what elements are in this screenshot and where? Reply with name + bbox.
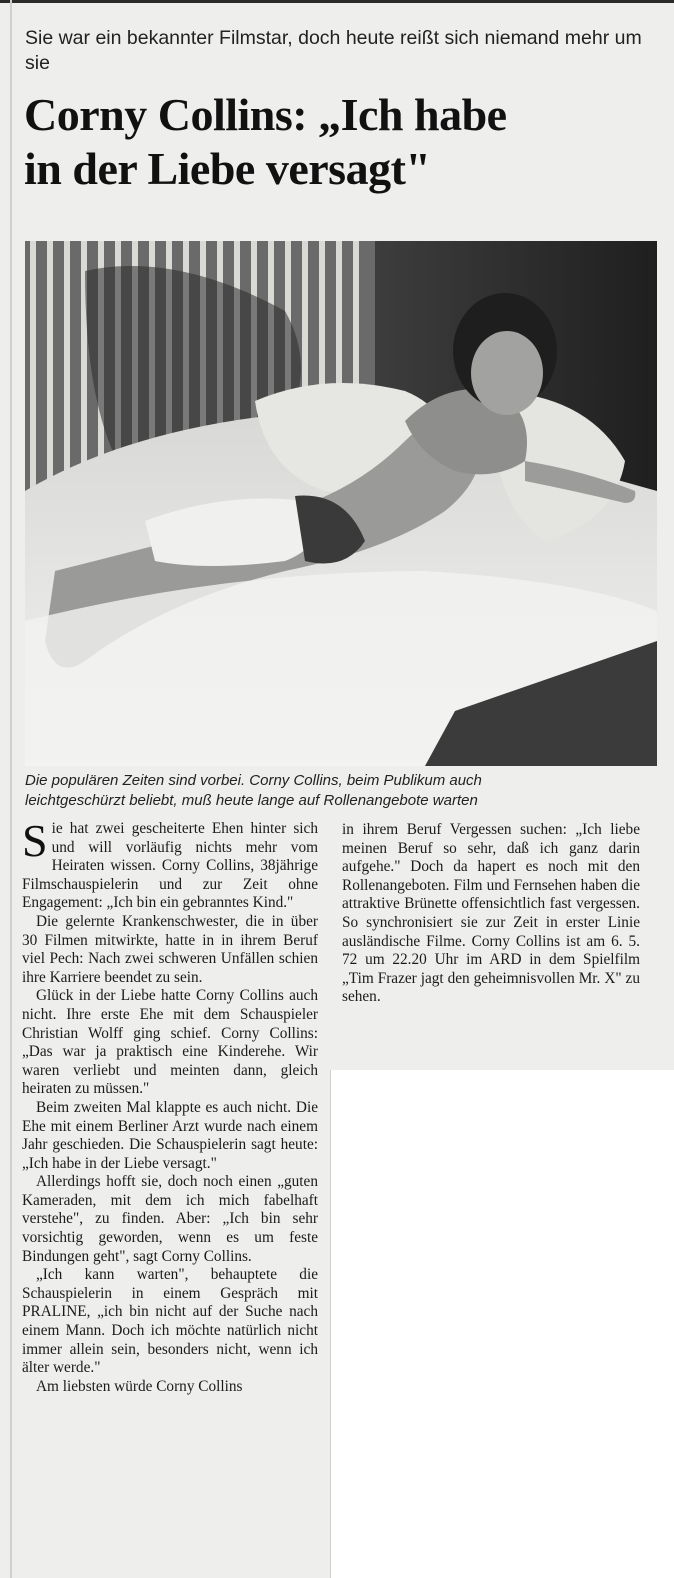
paragraph xyxy=(22,815,318,913)
paragraph-text: ie hat zwei gescheiterte Ehen hinter sich und will vorläufig nichts mehr vom Heiraten wissen. Corny Collins, 38jährige Filmschauspielerin und zur Zeit ohne Engagement: „Ich bin ein gebranntes Kind." xyxy=(22,820,318,912)
headline-line-2: in der Liebe versagt" xyxy=(24,143,431,194)
headline xyxy=(24,88,664,196)
article-column-2 xyxy=(342,821,640,1007)
article-photo xyxy=(25,241,657,766)
photo-illustration xyxy=(25,241,657,766)
paper-edge xyxy=(10,0,12,1578)
caption-line-2: leichtgeschürzt beliebt, muß heute lange auf Rollenangebote warten xyxy=(25,792,478,809)
paragraph: Am liebsten würde Corny Collins xyxy=(36,1377,243,1395)
paragraph: Beim zweiten Mal klappte es auch nicht. Die Ehe mit einem Berliner Arzt wurde nach einem Jahr geschieden. Die Schauspielerin sagt heute: „Ich habe in der Liebe versagt." xyxy=(22,1098,318,1172)
paragraph: Allerdings hofft sie, doch noch einen „guten Kameraden, mit dem ich mich fabelhaft verstehe", zu finden. Aber: „Ich bin sehr vorsichtig geworden, wenn es um feste Bindungen geht", sagt Corny Collins. xyxy=(22,1173,318,1265)
blank-area xyxy=(330,1070,674,1578)
paragraph: Glück in der Liebe hatte Corny Collins auch nicht. Ihre erste Ehe mit dem Schauspieler Christian Wolff ging schief. Corny Collins: „Das war ja praktisch eine Kinderehe. Wir waren verliebt und meinten dann, gleich heiraten zu müssen." xyxy=(22,987,318,1098)
photo-caption xyxy=(25,771,661,811)
headline-line-1: Corny Collins: „Ich habe xyxy=(24,89,507,140)
paragraph: „Ich kann warten", behauptete die Schauspielerin in einem Gespräch mit PRALINE, „ich bin nicht auf der Suche nach einem Mann. Doch ich möchte natürlich nicht immer allein sein, besonders nicht, wenn ich älter werde." xyxy=(22,1266,318,1377)
paragraph: in ihrem Beruf Vergessen suchen: „Ich liebe meinen Beruf so sehr, daß ich ganz darin aufgehe." Doch da hapert es noch mit den Rollenangeboten. Film und Fernsehen haben die attraktive Brünette offensichtlich fast vergessen. So synchronisiert sie zur Zeit in erster Linie ausländische Filme. Corny Collins ist am 6. 5. 72 um 22.20 Uhr im ARD in dem Spielfilm „Tim Frazer jagt den geheimnisvollen Mr. X" zu sehen. xyxy=(342,821,640,1006)
top-rule xyxy=(0,0,674,3)
drop-cap: S xyxy=(22,815,48,866)
column-divider xyxy=(330,1070,331,1578)
kicker-text: Sie war ein bekannter Filmstar, doch heute reißt sich niemand mehr um sie xyxy=(25,27,642,74)
paragraph: Die gelernte Krankenschwester, die in über 30 Filmen mitwirkte, hatte in in ihrem Beruf viel Pech: Nach zwei schweren Unfällen schien ihre Karriere beendet zu sein. xyxy=(22,912,318,986)
caption-line-1: Die populären Zeiten sind vorbei. Corny Collins, beim Publikum auch xyxy=(25,772,482,789)
article-column-1 xyxy=(22,815,318,1396)
